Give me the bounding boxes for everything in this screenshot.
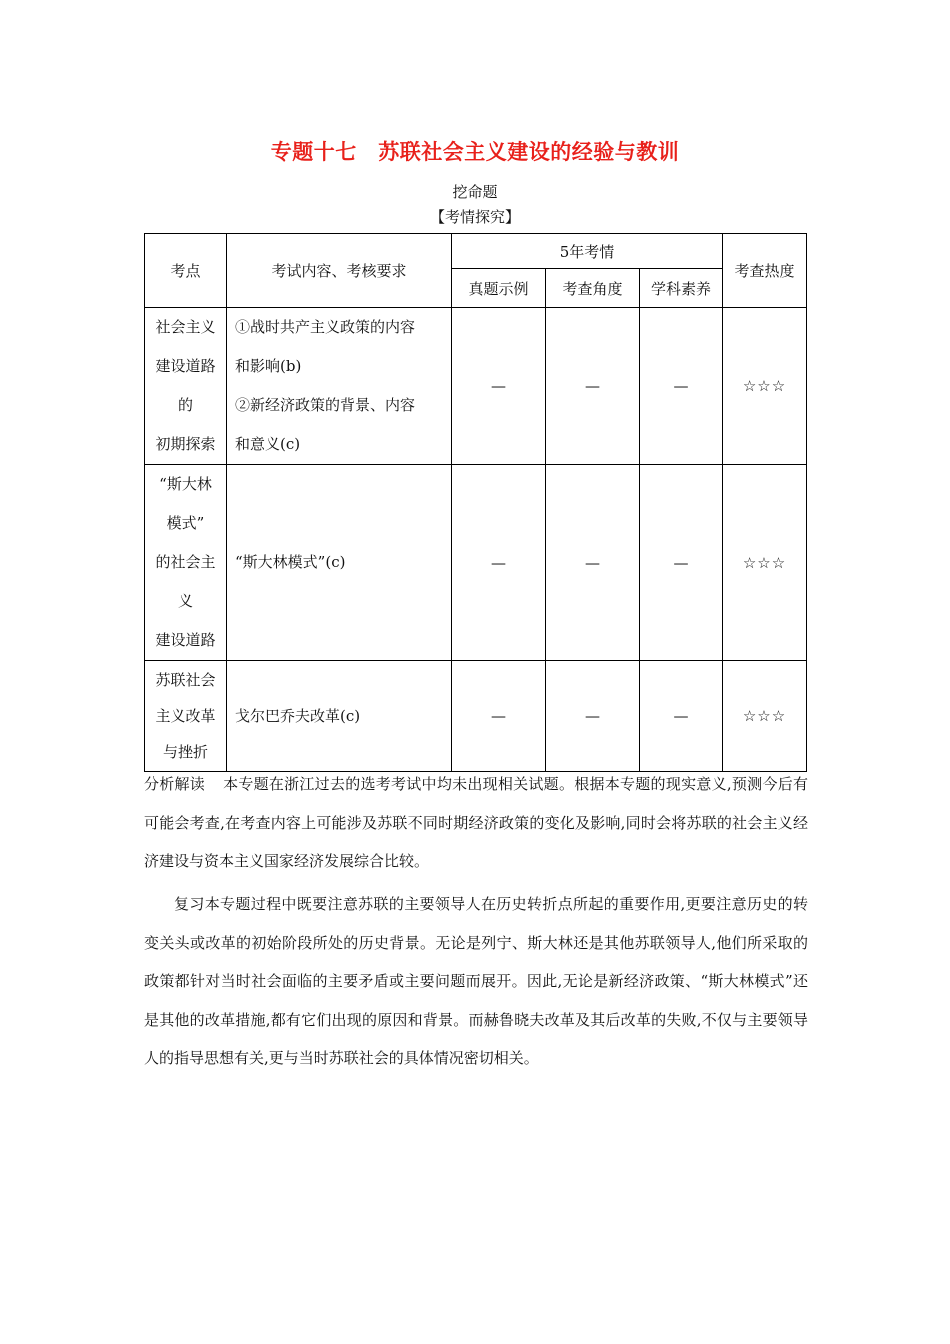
header-literacy: 学科素养 — [640, 269, 723, 308]
example-cell: — — [452, 661, 546, 772]
analysis-label: 分析解读 — [144, 775, 206, 793]
section-heading: 【考情探究】 — [429, 208, 520, 226]
exam-info-table — [144, 233, 807, 772]
content-line: ②新经济政策的背景、内容 — [235, 396, 416, 414]
angle-cell: — — [546, 308, 640, 465]
table-row — [145, 308, 807, 465]
heat-rating: ☆☆☆ — [723, 465, 807, 661]
header-content: 考试内容、考核要求 — [227, 234, 452, 308]
kaodian-cell — [145, 661, 227, 772]
analysis-text-1: 本专题在浙江过去的选考考试中均未出现相关试题。根据本专题的现实意义,预测今后有可能会考查,在考查内容上可能涉及苏联不同时期经济政策的变化及影响,同时会将苏联的社会主义经济建设与资本主义国家经济发展综合比较。 — [144, 775, 808, 870]
subtitle: 挖命题 — [452, 183, 498, 201]
heat-rating: ☆☆☆ — [723, 308, 807, 465]
content-line: ①战时共产主义政策的内容 — [235, 318, 416, 336]
example-cell: — — [452, 465, 546, 661]
header-five-year: 5年考情 — [452, 234, 723, 269]
kaodian-line: 的社会主 — [155, 553, 216, 571]
kaodian-cell — [145, 308, 227, 465]
kaodian-line: 与挫折 — [162, 743, 208, 761]
content-line: “斯大林模式”(c) — [235, 553, 346, 571]
analysis-paragraph-2: 复习本专题过程中既要注意苏联的主要领导人在历史转折点所起的重要作用,更要注意历史的转变关头或改革的初始阶段所处的历史背景。无论是列宁、斯大林还是其他苏联领导人,他们所采取的政策都针对当时社会面临的主要矛盾或主要问题而展开。因此,无论是新经济政策、“斯大林模式”还是其他的改革措施,都有它们出现的原因和背景。而赫鲁晓夫改革及其后改革的失败,不仅与主要领导人的指导思想有关,更与当时苏联社会的具体情况密切相关。 — [144, 895, 808, 1067]
content-cell — [227, 661, 452, 772]
table-row — [145, 661, 807, 772]
literacy-cell: — — [640, 465, 723, 661]
table-row — [145, 465, 807, 661]
kaodian-cell — [145, 465, 227, 661]
kaodian-line: 建设道路 — [155, 631, 216, 649]
kaodian-line: 建设道路 — [155, 357, 216, 375]
content-line: 和意义(c) — [235, 435, 301, 453]
kaodian-line: 苏联社会 — [155, 671, 216, 689]
analysis-paragraph-1 — [144, 765, 808, 881]
content-line: 和影响(b) — [235, 357, 302, 375]
kaodian-line: 主义改革 — [155, 707, 216, 725]
content-line: 戈尔巴乔夫改革(c) — [235, 706, 361, 725]
literacy-cell: — — [640, 661, 723, 772]
header-heat: 考查热度 — [723, 234, 807, 308]
header-example: 真题示例 — [452, 269, 546, 308]
kaodian-line: 义 — [177, 592, 193, 610]
literacy-cell: — — [640, 308, 723, 465]
kaodian-line: “斯大林 — [159, 475, 212, 493]
angle-cell: — — [546, 465, 640, 661]
content-cell — [227, 308, 452, 465]
kaodian-line: 模式” — [166, 514, 205, 532]
content-cell — [227, 465, 452, 661]
kaodian-line: 的 — [177, 396, 193, 414]
kaodian-line: 初期探索 — [155, 435, 216, 453]
header-kaodian: 考点 — [145, 234, 227, 308]
example-cell: — — [452, 308, 546, 465]
table-header-row — [145, 234, 807, 269]
kaodian-line: 社会主义 — [155, 318, 216, 336]
angle-cell: — — [546, 661, 640, 772]
page-title: 专题十七 苏联社会主义建设的经验与教训 — [270, 139, 680, 164]
heat-rating: ☆☆☆ — [723, 661, 807, 772]
header-angle: 考查角度 — [546, 269, 640, 308]
